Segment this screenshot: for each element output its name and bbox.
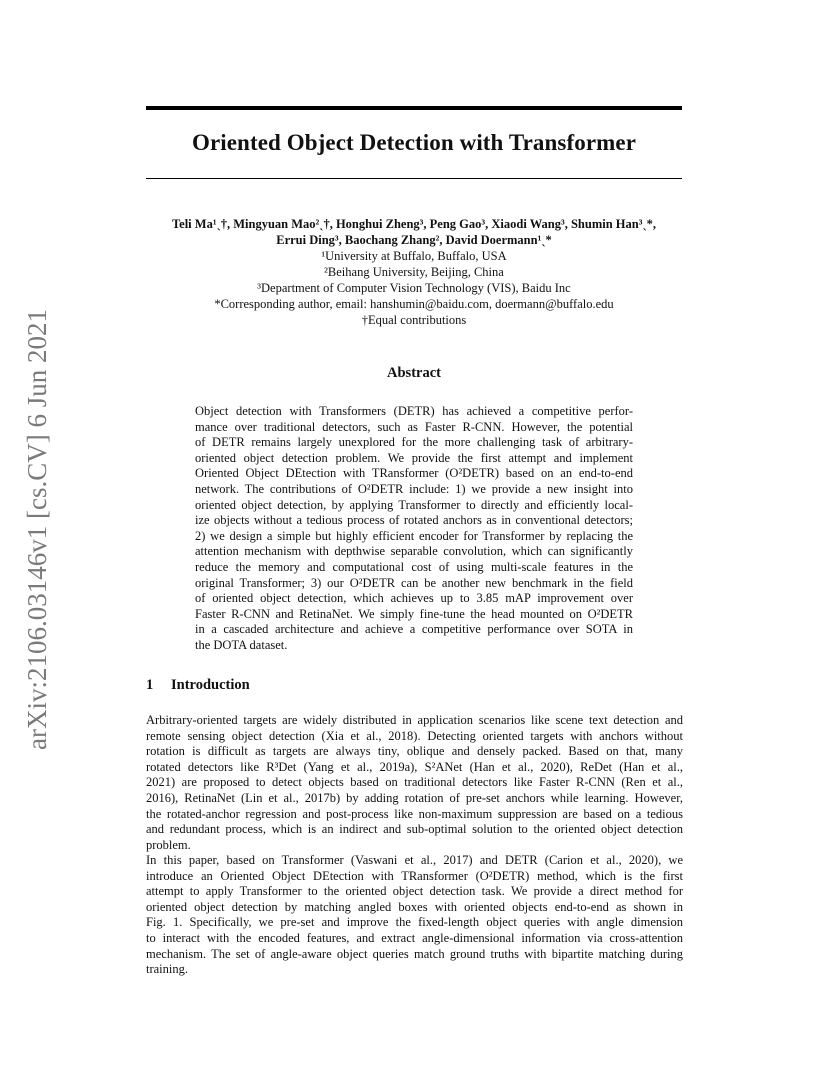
- paragraph-line: In this paper, based on Transformer (Vaswani et al., 2017) and DETR (Carion et al., 2020), we: [146, 853, 683, 867]
- paragraph-line: problem.: [146, 837, 191, 852]
- section-title: Introduction: [171, 677, 250, 693]
- title-rule-bottom: [146, 178, 682, 179]
- corresponding-note: *Corresponding author, email: hanshumin@baidu.com, doermann@buffalo.edu: [214, 297, 614, 311]
- author-list: [146, 216, 682, 248]
- abstract-line: oriented object detection, by applying Transformer to directly and efficiently local-: [195, 497, 633, 512]
- paper-title: Oriented Object Detection with Transformer: [191, 130, 637, 155]
- abstract-line: of oriented object detection, which achieves up to 3.85 mAP improvement over: [195, 591, 633, 606]
- paragraph-line: training.: [146, 962, 189, 977]
- paragraph-line: the rotated-anchor regression and post-process like non-maximum suppression are based on a tedious: [146, 806, 683, 821]
- section-number: 1: [146, 677, 154, 693]
- paragraph-line: Fig. 1. Specifically, we pre-set and improve the fixed-length object queries with angle dimension: [146, 915, 683, 930]
- abstract-body: [195, 404, 633, 654]
- abstract-line: the DOTA dataset.: [195, 637, 288, 652]
- abstract-line: network. The contributions of O²DETR include: 1) we provide a new insight into: [195, 481, 633, 496]
- paragraph-line: oriented object detection by matching angled boxes with oriented objects end-to-end as shown in: [146, 899, 683, 914]
- abstract-line: Object detection with Transformers (DETR) has achieved a competitive perfor-: [195, 404, 633, 418]
- paragraph-line: to interact with the encoded features, and extract angle-dimensional information via cross-attention: [146, 930, 683, 945]
- abstract-line: mance over traditional detectors, such as Faster R-CNN. However, the potential: [195, 419, 633, 434]
- intro-paragraph-1: [146, 713, 683, 853]
- intro-paragraph-2: [146, 853, 683, 978]
- paragraph-line: attempt to apply Transformer to the oriented object detection task. We provide a direct method for: [146, 884, 683, 899]
- affiliation-2: ²Beihang University, Beijing, China: [324, 265, 504, 279]
- paragraph-line: Arbitrary-oriented targets are widely distributed in application scenarios like scene text detection and: [146, 713, 683, 727]
- abstract-line: of DETR remains largely unexplored for the more challenging task of arbitrary-: [195, 435, 633, 450]
- section-heading: [146, 677, 250, 694]
- abstract-line: attention mechanism with depthwise separable convolution, which can significantly: [195, 544, 633, 559]
- abstract-line: in a cascaded architecture and achieve a competitive performance over SOTA in: [195, 622, 633, 637]
- abstract-line: ize objects without a tedious process of rotated anchors as in conventional detectors;: [195, 513, 633, 528]
- author-line-1: Teli Ma¹ˎ†, Mingyuan Mao²ˎ†, Honghui Zheng³, Peng Gao³, Xiaodi Wang³, Shumin Han³ˎ*,: [171, 217, 657, 231]
- paragraph-line: 2016), RetinaNet (Lin et al., 2017b) by adding rotation of pre-set anchors while learning. However,: [146, 790, 683, 805]
- affiliation-1: ¹University at Buffalo, Buffalo, USA: [321, 249, 507, 263]
- paragraph-line: and redundant process, which is an indirect and sub-optimal solution to the oriented object detection: [146, 822, 683, 837]
- author-line-2: Errui Ding³, Baochang Zhang², David Doermann¹ˎ*: [276, 233, 552, 247]
- equal-contribution-note: †Equal contributions: [361, 313, 467, 327]
- abstract-line: oriented object detection problem. We provide the first attempt and implement: [195, 450, 633, 465]
- paragraph-line: remote sensing object detection (Xia et al., 2018). Detecting oriented targets with anchors without: [146, 728, 683, 743]
- affiliations: [146, 248, 682, 328]
- paragraph-line: rotated detectors like R³Det (Yang et al., 2019a), S²ANet (Han et al., 2020), ReDet (Han et al.,: [146, 759, 683, 774]
- abstract-line: original Transformer; 3) our O²DETR can be another new benchmark in the field: [195, 575, 633, 590]
- title-rule-top: [146, 106, 682, 110]
- paragraph-line: mechanism. The set of angle-aware object queries match ground truths with bipartite matching during: [146, 946, 683, 961]
- abstract-line: reduce the memory and computational cost of using multi-scale features in the: [195, 559, 633, 574]
- affiliation-3: ³Department of Computer Vision Technology (VIS), Baidu Inc: [257, 281, 571, 295]
- abstract-line: 2) we design a simple but highly efficient encoder for Transformer by replacing the: [195, 528, 633, 543]
- abstract-line: Faster R-CNN and RetinaNet. We simply fine-tune the head mounted on O²DETR: [195, 606, 633, 621]
- paragraph-line: rotation is difficult as targets are always tiny, oblique and densely packed. Based on that, many: [146, 744, 683, 759]
- abstract-line: Oriented Object DEtection with TRansformer (O²DETR) based on an end-to-end: [195, 466, 633, 481]
- arxiv-side-stamp: arXiv:2106.03146v1 [cs.CV] 6 Jun 2021: [22, 309, 52, 750]
- paragraph-line: introduce an Oriented Object DEtection with TRansformer (O²DETR) method, which is the first: [146, 868, 683, 883]
- abstract-heading: Abstract: [387, 365, 441, 381]
- paragraph-line: 2021) are proposed to detect objects based on traditional detectors like Faster R-CNN (Ren et al.,: [146, 775, 683, 790]
